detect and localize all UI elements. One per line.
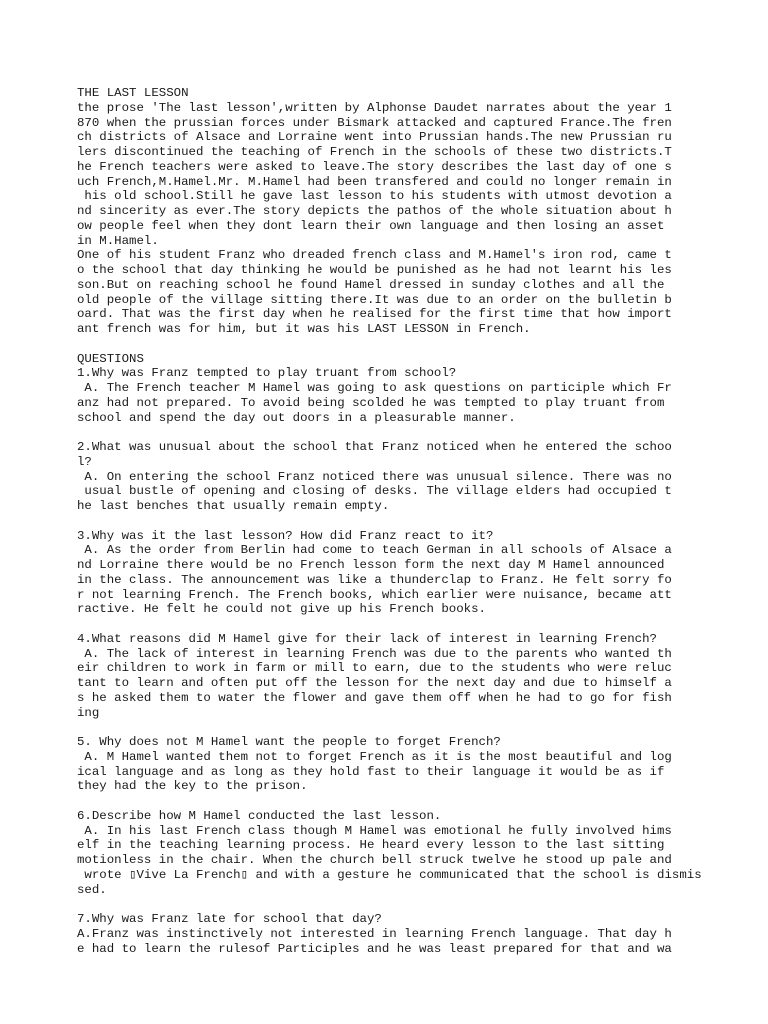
text-line: motionless in the chair. When the church bell struck twelve he stood up pale and xyxy=(77,853,672,867)
text-line: old people of the village sitting there.It was due to an order on the bulletin b xyxy=(77,292,672,307)
text-line: anz had not prepared. To avoid being scolded he was tempted to play truant from xyxy=(77,395,665,410)
text-line: 3.Why was it the last lesson? How did Franz react to it? xyxy=(77,528,494,543)
text-line: wrote ▯Vive La French▯ and with a gesture he communicated that the school is dismis xyxy=(77,867,702,882)
text-line: ow people feel when they dont learn their own language and then losing an asset xyxy=(77,218,665,233)
text-line: he French teachers were asked to leave.The story describes the last day of one s xyxy=(77,159,672,174)
text-line: s he asked them to water the flower and gave them off when he had to go for fish xyxy=(77,690,672,705)
text-line: 1.Why was Franz tempted to play truant from school? xyxy=(77,366,457,381)
text-line: A. As the order from Berlin had come to teach German in all schools of Alsace a xyxy=(77,543,672,558)
text-line xyxy=(77,720,702,735)
text-line: ch districts of Alsace and Lorraine went into Prussian hands.The new Prussian ru xyxy=(77,130,672,145)
text-line: uch French,M.Hamel.Mr. M.Hamel had been transfered and could no longer remain in xyxy=(77,174,672,189)
text-line xyxy=(77,897,702,912)
text-line xyxy=(77,617,702,632)
text-line: 5. Why does not M Hamel want the people to forget French? xyxy=(77,735,501,749)
text-line: A. In his last French class though M Hamel was emotional he fully involved hims xyxy=(77,823,672,838)
text-line: they had the key to the prison. xyxy=(77,779,308,794)
text-line: sed. xyxy=(77,882,107,897)
text-line: ical language and as long as they hold fast to their language it would be as if xyxy=(77,764,665,779)
text-line: A. On entering the school Franz noticed there was unusual silence. There was no xyxy=(77,469,672,484)
text-line: in M.Hamel. xyxy=(77,233,159,248)
text-line: ing xyxy=(77,705,100,720)
text-line: THE LAST LESSON xyxy=(77,86,189,100)
text-line: he last benches that usually remain empty. xyxy=(77,499,390,513)
text-line: the prose 'The last lesson',written by Alphonse Daudet narrates about the year 1 xyxy=(77,100,672,115)
text-line: A. The French teacher M Hamel was going to ask questions on participle which Fr xyxy=(77,381,672,395)
text-line: One of his student Franz who dreaded french class and M.Hamel's iron rod, came t xyxy=(77,248,672,263)
text-line: 6.Describe how M Hamel conducted the last lesson. xyxy=(77,808,442,823)
text-line: nd sincerity as ever.The story depicts the pathos of the whole situation about h xyxy=(77,204,672,218)
text-line: 870 when the prussian forces under Bismark attacked and captured France.The fren xyxy=(77,115,672,130)
text-line: eir children to work in farm or mill to earn, due to the students who were reluc xyxy=(77,661,672,676)
text-line: l? xyxy=(77,454,92,469)
document-text xyxy=(77,86,702,956)
text-line: oard. That was the first day when he realised for the first time that how import xyxy=(77,307,672,322)
text-line: elf in the teaching learning process. He heard every lesson to the last sitting xyxy=(77,838,665,853)
text-line: 4.What reasons did M Hamel give for their lack of interest in learning French? xyxy=(77,631,657,646)
text-line: his old school.Still he gave last lesson to his students with utmost devotion a xyxy=(77,189,672,204)
text-line: A.Franz was instinctively not interested in learning French language. That day h xyxy=(77,926,672,941)
text-line xyxy=(77,337,702,352)
text-line xyxy=(77,794,702,809)
text-line: tant to learn and often put off the lesson for the next day and due to himself a xyxy=(77,676,672,690)
text-line: QUESTIONS xyxy=(77,351,144,366)
text-line: A. The lack of interest in learning French was due to the parents who wanted th xyxy=(77,646,672,661)
text-line: e had to learn the rulesof Participles and he was least prepared for that and wa xyxy=(77,941,672,956)
text-line: lers discontinued the teaching of French in the schools of these two districts.T xyxy=(77,145,672,159)
text-line xyxy=(77,514,702,529)
text-line: school and spend the day out doors in a pleasurable manner. xyxy=(77,410,516,425)
text-line: son.But on reaching school he found Hamel dressed in sunday clothes and all the xyxy=(77,277,665,292)
text-line: nd Lorraine there would be no French lesson form the next day M Hamel announced xyxy=(77,558,665,572)
text-line: in the class. The announcement was like a thunderclap to Franz. He felt sorry fo xyxy=(77,572,672,587)
text-line xyxy=(77,425,702,440)
text-line: A. M Hamel wanted them not to forget French as it is the most beautiful and log xyxy=(77,749,672,764)
text-line: 7.Why was Franz late for school that day? xyxy=(77,912,382,926)
text-line: usual bustle of opening and closing of desks. The village elders had occupied t xyxy=(77,484,672,499)
text-line: r not learning French. The French books, which earlier were nuisance, became att xyxy=(77,587,672,602)
text-line: 2.What was unusual about the school that Franz noticed when he entered the schoo xyxy=(77,440,672,454)
text-line: ant french was for him, but it was his LAST LESSON in French. xyxy=(77,322,531,336)
text-line: o the school that day thinking he would be punished as he had not learnt his les xyxy=(77,263,672,277)
text-line: ractive. He felt he could not give up his French books. xyxy=(77,602,486,617)
